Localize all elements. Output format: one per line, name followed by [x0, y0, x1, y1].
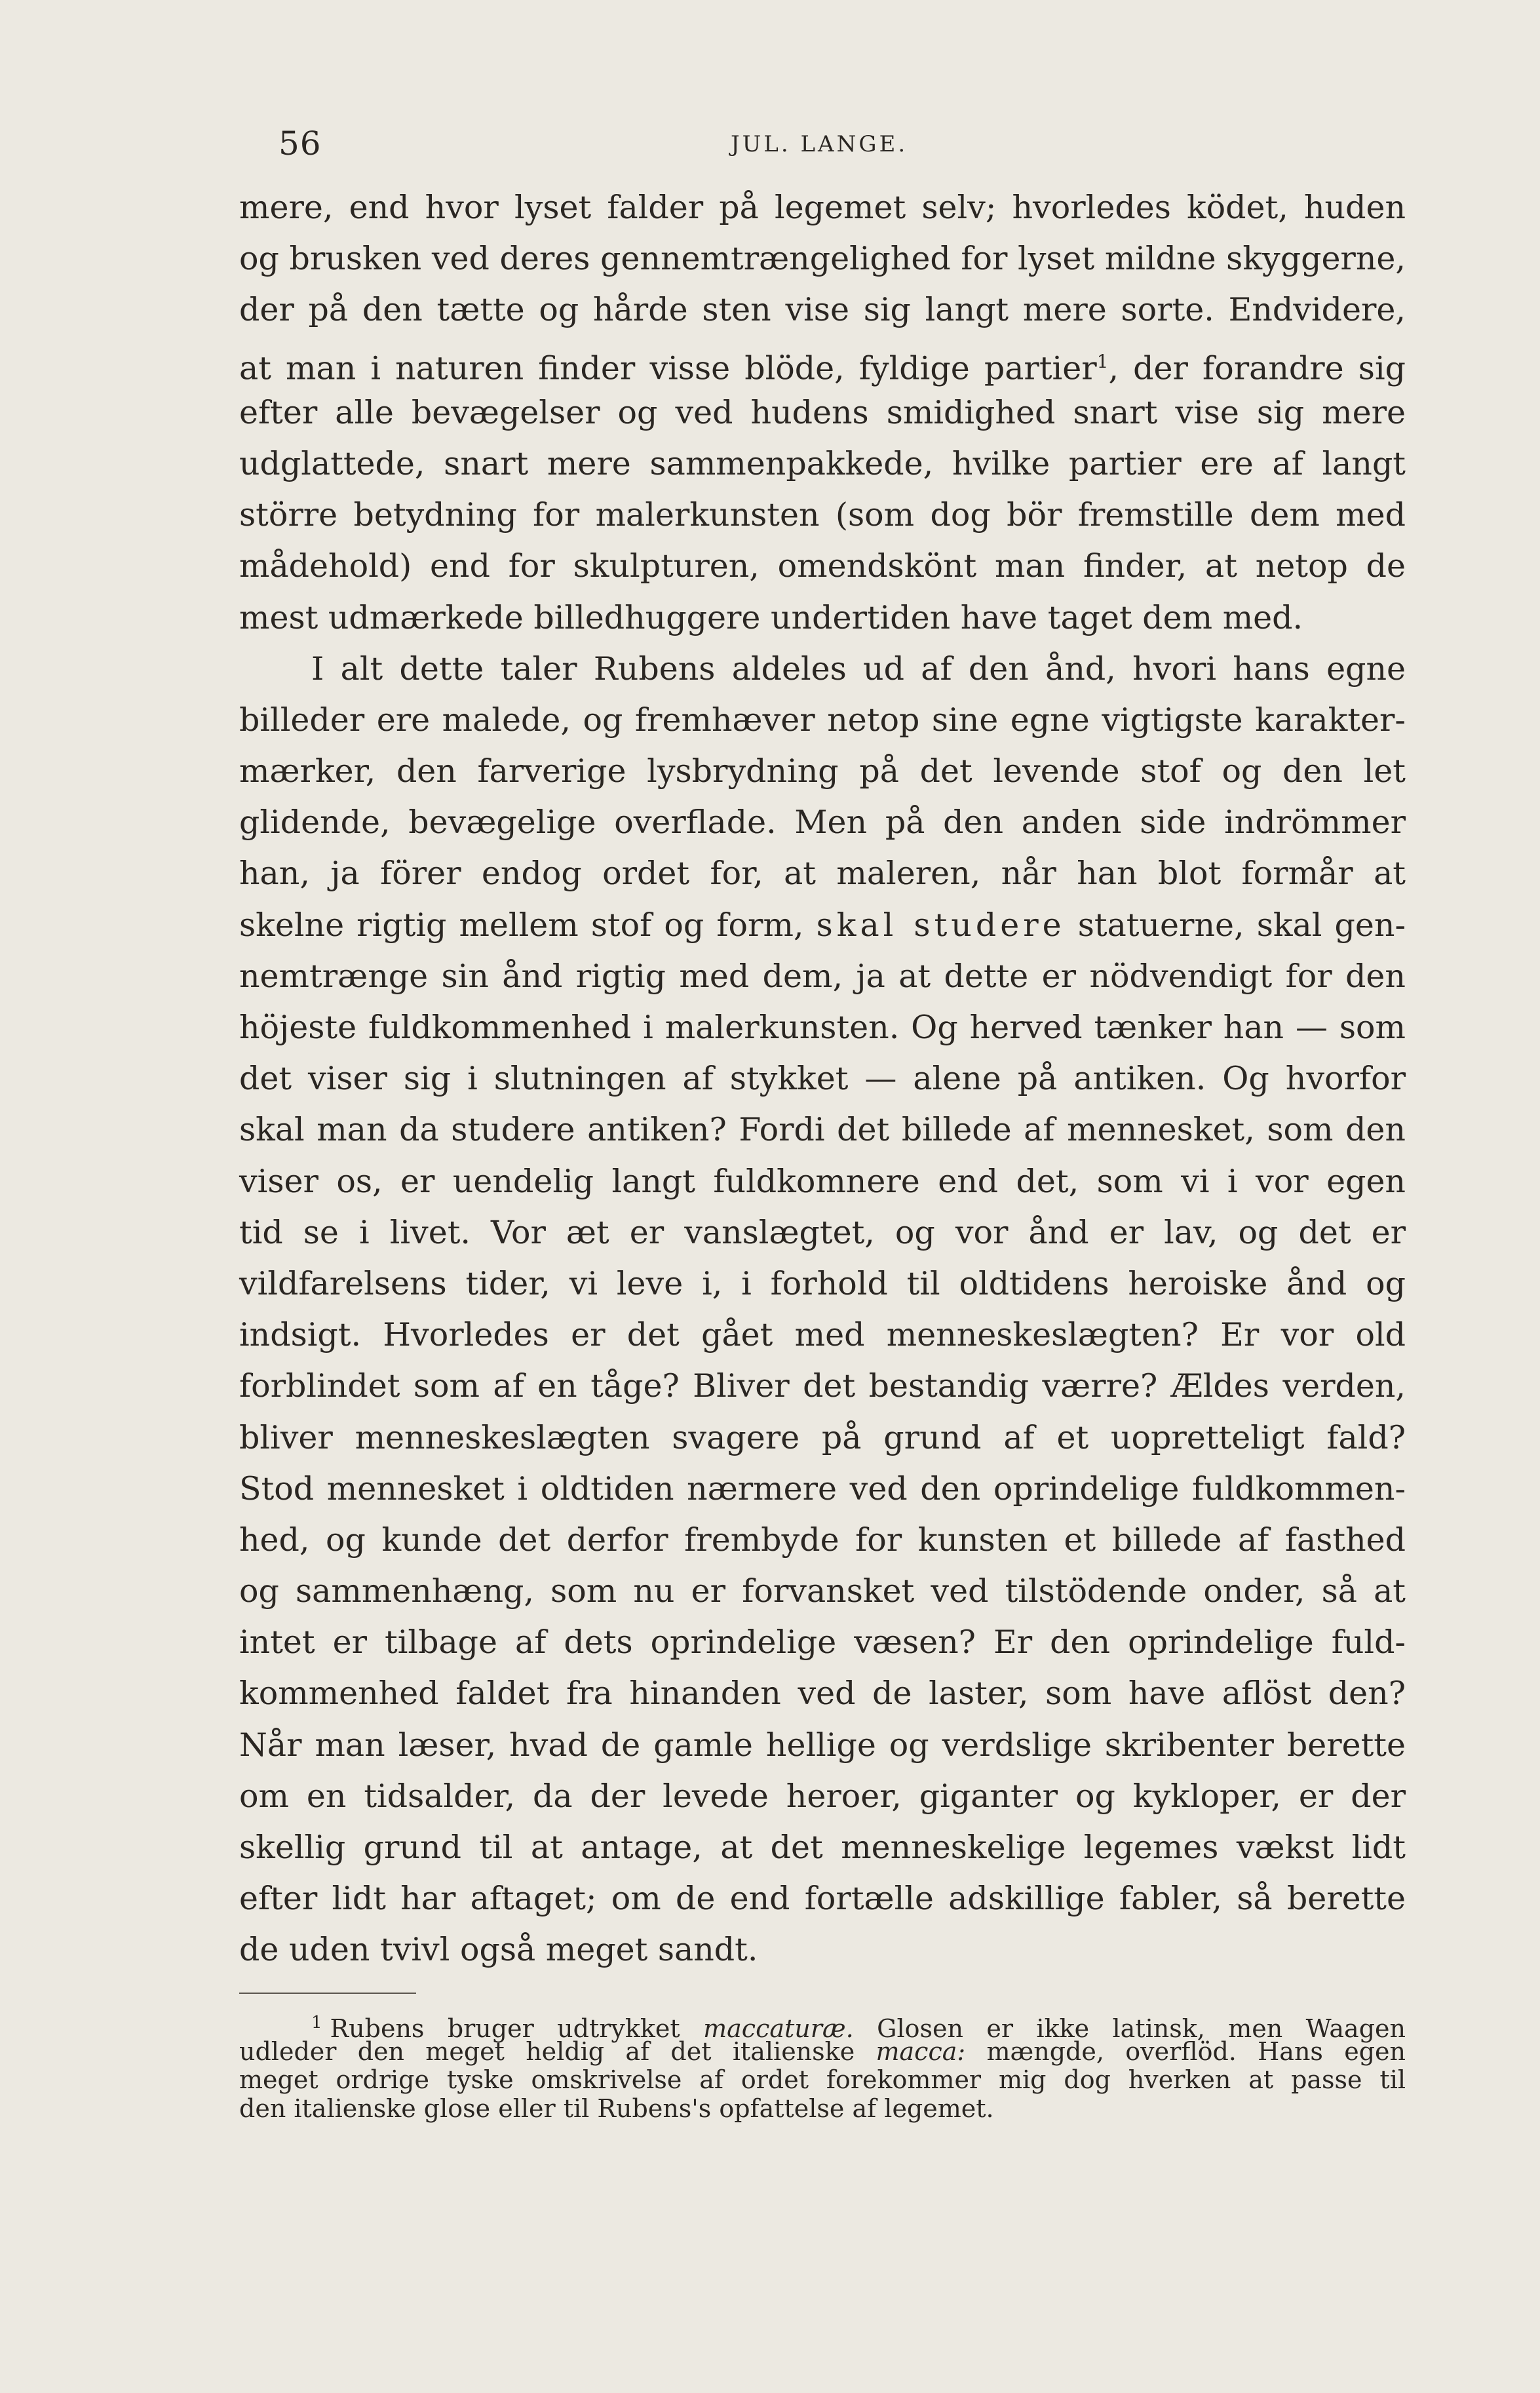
- text-line: vildfarelsens tider, vi leve i, i forhold til oldtidens heroiske ånd og: [239, 1264, 1406, 1302]
- text-line: forblindet som af en tåge? Bliver det bestandig værre? Ældes verden,: [239, 1367, 1406, 1405]
- text-line: glidende, bevægelige overflade. Men på den anden side indrömmer: [239, 804, 1406, 842]
- text-line: udglattede, snart mere sammenpakkede, hvilke partier ere af langt: [239, 444, 1406, 482]
- text-line: mest udmærkede billedhuggere undertiden have taget dem med.: [239, 598, 1303, 636]
- text-segment: , der forandre sig: [1108, 349, 1406, 387]
- footnote-text: udleder den meget heldig af det italienske: [239, 2036, 876, 2066]
- text-line: viser os, er uendelig langt fuldkomnere end det, som vi i vor egen: [239, 1162, 1406, 1200]
- text-line: höjeste fuldkommenhed i malerkunsten. Og herved tænker han — som: [239, 1009, 1406, 1046]
- footnote-text: mængde, overflöd. Hans egen: [965, 2036, 1406, 2066]
- text-line: bliver menneskeslægten svagere på grund af et uopretteligt fald?: [239, 1418, 1406, 1456]
- text-line: efter lidt har aftaget; om de end fortælle adskillige fabler, så berette: [239, 1880, 1406, 1918]
- main-text: [239, 182, 1406, 1976]
- footnote-text: Rubens bruger udtrykket: [330, 2014, 704, 2043]
- footnote-line: meget ordrige tyske omskrivelse af ordet forekommer mig dog hverken at passe til: [239, 2065, 1406, 2095]
- footnote-italic: macca:: [876, 2036, 966, 2066]
- text-line: hed, og kunde det derfor frembyde for kunsten et billede af fasthed: [239, 1521, 1406, 1559]
- text-line: kommenhed faldet fra hinanden ved de laster, som have aflöst den?: [239, 1675, 1406, 1713]
- text-line: nemtrænge sin ånd rigtig med dem, ja at dette er nödvendigt for den: [239, 957, 1406, 995]
- text-line: billeder ere malede, og fremhæver netop sine egne vigtigste karakter-: [239, 701, 1406, 739]
- emphasized-text: skal studere: [816, 906, 1066, 944]
- text-line: indsigt. Hvorledes er det gået med menneskeslægten? Er vor old: [239, 1316, 1406, 1354]
- text-line: mere, end hvor lyset falder på legemet selv; hvorledes ködet, huden: [239, 189, 1406, 226]
- text-line: Når man læser, hvad de gamle hellige og verdslige skribenter berette: [239, 1726, 1406, 1764]
- footnote-divider: [239, 1993, 416, 1994]
- text-line: der på den tætte og hårde sten vise sig langt mere sorte. Endvidere,: [239, 291, 1406, 329]
- text-line: efter alle bevægelser og ved hudens smidighed snart vise sig mere: [239, 393, 1406, 431]
- text-line: han, ja förer endog ordet for, at maleren, når han blot formår at: [239, 855, 1406, 893]
- text-line: mådehold) end for skulpturen, omendskönt man finder, at netop de: [239, 547, 1406, 585]
- footnote-line: [239, 2038, 1406, 2067]
- page-number: 56: [279, 125, 322, 163]
- text-line: [239, 900, 1406, 951]
- text-line: de uden tvivl også meget sandt.: [239, 1931, 758, 1969]
- text-line: I alt dette taler Rubens aldeles ud af den ånd, hvori hans egne: [311, 650, 1406, 688]
- text-line: tid se i livet. Vor æt er vanslægtet, og vor ånd er lav, og det er: [239, 1213, 1406, 1251]
- text-line: mærker, den farverige lysbrydning på det levende stof og den let: [239, 752, 1406, 790]
- running-head: JUL. LANGE.: [731, 131, 908, 157]
- text-segment: at man i naturen finder visse blöde, fyldige partier: [239, 349, 1097, 387]
- text-line: Stod mennesket i oldtiden nærmere ved den oprindelige fuldkommen-: [239, 1469, 1406, 1508]
- footnote-text: Glosen er ikke latinsk, men Waagen: [853, 2014, 1406, 2043]
- text-line: skal man da studere antiken? Fordi det billede af mennesket, som den: [239, 1111, 1406, 1149]
- footnote-italic: maccaturæ.: [703, 2014, 854, 2043]
- text-line: og sammenhæng, som nu er forvansket ved tilstödende onder, så at: [239, 1572, 1406, 1610]
- text-line: og brusken ved deres gennemtrængelighed for lyset mildne skyggerne,: [239, 240, 1406, 278]
- footnote-reference: 1: [1096, 350, 1109, 372]
- footnote: [239, 2009, 1406, 2124]
- text-line: det viser sig i slutningen af stykket — alene på antiken. Og hvorfor: [239, 1060, 1406, 1098]
- footnote-line: [239, 2009, 1406, 2043]
- footnote-line: den italienske glose eller til Rubens's opfattelse af legemet.: [239, 2094, 994, 2124]
- text-line: större betydning for malerkunsten (som dog bör fremstille dem med: [239, 496, 1406, 534]
- text-segment: skelne rigtig mellem stof og form,: [239, 906, 804, 944]
- text-line: [239, 336, 1406, 387]
- text-segment: statuerne, skal gen-: [1065, 906, 1406, 944]
- page-header: [279, 125, 1406, 170]
- footnote-marker: 1: [311, 2013, 322, 2033]
- text-line: intet er tilbage af dets oprindelige væsen? Er den oprindelige fuld-: [239, 1624, 1406, 1662]
- text-line: skellig grund til at antage, at det menneskelige legemes vækst lidt: [239, 1829, 1406, 1866]
- text-line: om en tidsalder, da der levede heroer, giganter og kykloper, er der: [239, 1777, 1406, 1815]
